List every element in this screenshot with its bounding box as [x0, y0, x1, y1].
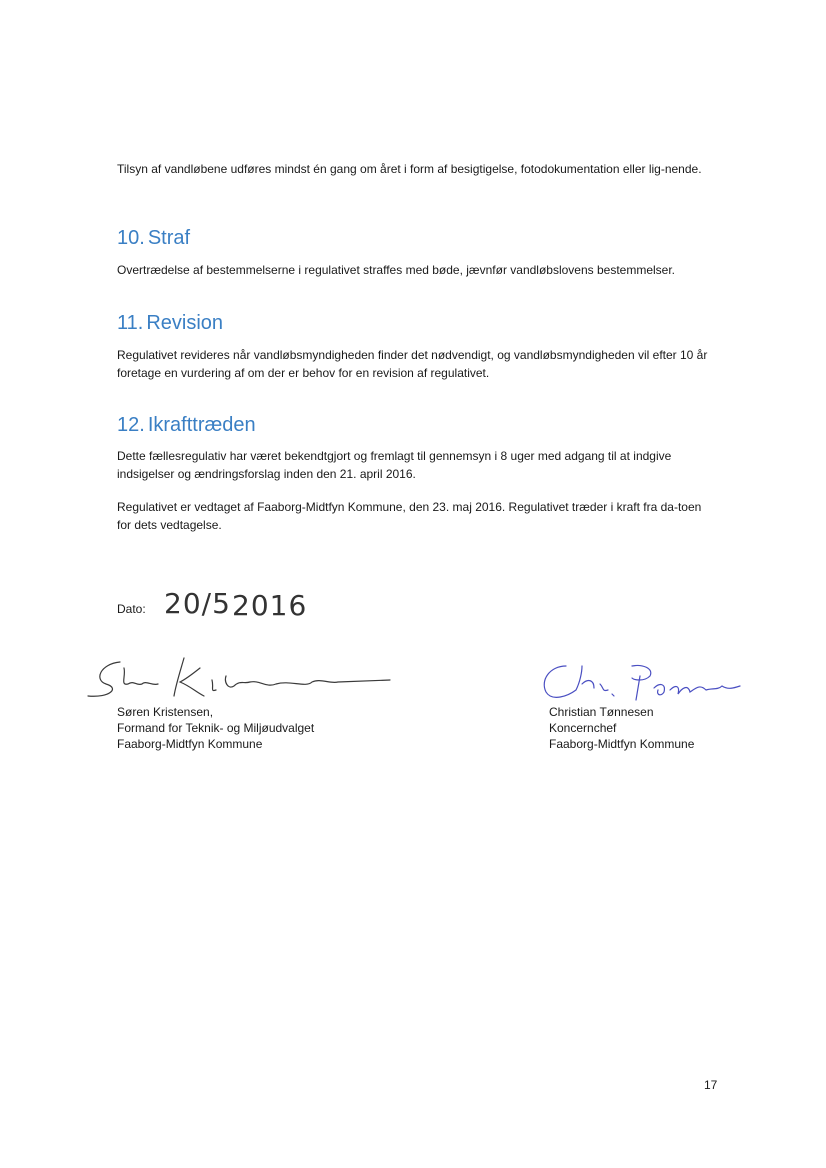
signatory-right	[549, 704, 694, 752]
section-title: Revision	[146, 312, 224, 334]
section-paragraph: Regulativet revideres når vandløbsmyndigheden finder det nødvendigt, og vandløbsmyndigheden vil efter 10 år foretage en vurdering af om der er behov for en revision af regulativet.	[117, 348, 708, 380]
intro-paragraph: Tilsyn af vandløbene udføres mindst én gang om året i form af besigtigelse, fotodokumentation eller lig-nende.	[117, 162, 702, 176]
handwritten-year: 2016	[232, 589, 308, 622]
section-paragraph: Dette fællesregulativ har været bekendtgjort og fremlagt til gennemsyn i 8 uger med adgang til at indgive indsigelser og ændringsforslag inden den 21. april 2016.	[117, 449, 672, 481]
date-label: Dato:	[117, 602, 146, 616]
section-number: 10.	[117, 227, 145, 249]
section-paragraph: Overtrædelse af bestemmelserne i regulativet straffes med bøde, jævnfør vandløbslovens bestemmelser.	[117, 263, 676, 277]
section-number: 11.	[117, 312, 144, 334]
handwritten-date: 20/5	[164, 587, 231, 620]
signatory-name: Søren Kristensen,	[117, 705, 214, 719]
section-heading-revision	[117, 311, 223, 335]
signatory-name: Christian Tønnesen	[549, 705, 654, 719]
section-paragraph: Regulativet er vedtaget af Faaborg-Midtfyn Kommune, den 23. maj 2016. Regulativet træder i kraft fra da-toen for dets vedtagelse.	[117, 500, 702, 532]
signatory-left	[117, 704, 314, 752]
signatory-title: Formand for Teknik- og Miljøudvalget	[117, 721, 315, 735]
signature-soeren-kristensen	[80, 650, 400, 706]
section-heading-ikrafttraeden	[117, 413, 256, 437]
signatory-org: Faaborg-Midtfyn Kommune	[117, 737, 263, 751]
signature-christian-toennesen	[536, 660, 746, 708]
section-title: Ikrafttræden	[147, 414, 256, 436]
signatory-org: Faaborg-Midtfyn Kommune	[549, 737, 695, 751]
section-heading-straf	[117, 226, 190, 250]
signatory-title: Koncernchef	[549, 721, 617, 735]
section-title: Straf	[147, 227, 191, 249]
page-number: 17	[704, 1078, 718, 1092]
section-number: 12.	[117, 414, 145, 436]
